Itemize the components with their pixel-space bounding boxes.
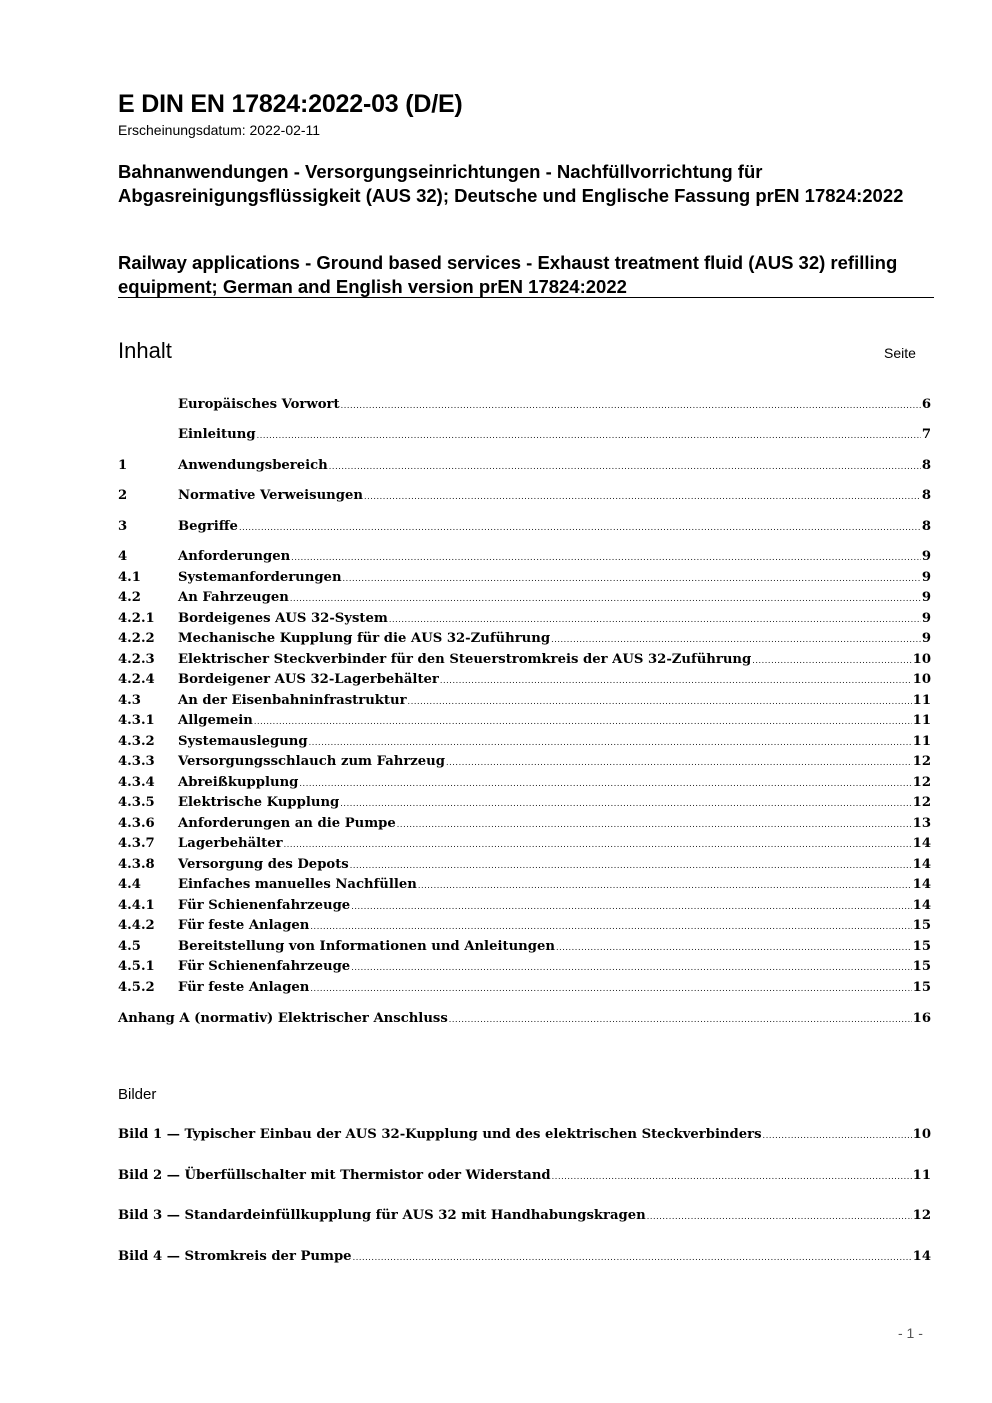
- toc-entry-number: 4.4.2: [118, 918, 155, 933]
- toc-dot-leader: [310, 917, 911, 937]
- toc-entry-page: 15: [912, 918, 931, 933]
- figures-heading: Bilder: [118, 1086, 157, 1103]
- toc-entry[interactable]: [118, 395, 931, 415]
- toc-dot-leader: [351, 897, 911, 917]
- toc-entry-page: 12: [912, 795, 931, 810]
- toc-entry-title: Anforderungen an die Pumpe: [178, 816, 396, 831]
- toc-entry-title: Anhang A (normativ) Elektrischer Anschluss: [118, 1011, 448, 1026]
- toc-dot-leader: [353, 1248, 912, 1268]
- toc-heading: Inhalt: [118, 338, 172, 363]
- toc-entry-number: 4.5.2: [118, 980, 155, 995]
- toc-dot-leader: [752, 651, 911, 671]
- toc-entry-page: 15: [912, 980, 931, 995]
- toc-dot-leader: [449, 1010, 912, 1030]
- toc-dot-leader: [290, 589, 921, 609]
- toc-entry[interactable]: [118, 650, 931, 670]
- toc-dot-leader: [408, 692, 912, 712]
- toc-dot-leader: [552, 1167, 912, 1187]
- toc-entry[interactable]: [118, 773, 931, 793]
- toc-entry-page: 12: [912, 754, 931, 769]
- toc-page-label: Seite: [884, 345, 916, 361]
- toc-entry-title: Einleitung: [178, 427, 256, 442]
- toc-entry-number: 4.2.1: [118, 611, 155, 626]
- toc-entry-page: 14: [912, 877, 931, 892]
- toc-entry[interactable]: [118, 814, 931, 834]
- toc-entry[interactable]: [118, 609, 931, 629]
- toc-entry-title: Einfaches manuelles Nachfüllen: [178, 877, 417, 892]
- toc-dot-leader: [647, 1207, 912, 1227]
- toc-entry-title: Begriffe: [178, 519, 238, 534]
- toc-entry-title: Systemanforderungen: [178, 570, 342, 585]
- toc-entry-number: 4.2.4: [118, 672, 155, 687]
- toc-entry-number: 4.2: [118, 590, 141, 605]
- toc-dot-leader: [257, 426, 921, 446]
- toc-entry-title: Mechanische Kupplung für die AUS 32-Zuführung: [178, 631, 551, 646]
- toc-entry-title: Anwendungsbereich: [178, 458, 328, 473]
- toc-entry-page: 11: [912, 734, 931, 749]
- toc-dot-leader: [551, 630, 921, 650]
- title-divider: [118, 297, 934, 298]
- toc-entry-title: Abreißkupplung: [178, 775, 299, 790]
- toc-entry-page: 15: [912, 959, 931, 974]
- toc-entry[interactable]: [118, 752, 931, 772]
- toc-entry-number: 4.3.4: [118, 775, 155, 790]
- page-number: - 1 -: [898, 1325, 923, 1341]
- toc-entry[interactable]: [118, 834, 931, 854]
- toc-dot-leader: [239, 518, 921, 538]
- title-english: Railway applications - Ground based services - Exhaust treatment fluid (AUS 32) refilling equipment; German and English version prEN 17824:2022: [118, 252, 898, 297]
- toc-entry-title: Für feste Anlagen: [178, 980, 310, 995]
- toc-dot-leader: [291, 548, 921, 568]
- toc-dot-leader: [418, 876, 912, 896]
- figure-entry[interactable]: [118, 1125, 931, 1145]
- toc-entry[interactable]: [118, 425, 931, 445]
- toc-entry[interactable]: [118, 456, 931, 476]
- toc-entry-title: Bordeigener AUS 32-Lagerbehälter: [178, 672, 439, 687]
- toc-entry-page: 11: [912, 713, 931, 728]
- toc-entry[interactable]: [118, 588, 931, 608]
- document-id: E DIN EN 17824:2022-03 (D/E): [118, 90, 463, 118]
- toc-dot-leader: [284, 835, 912, 855]
- toc-entry-page: 6: [921, 397, 931, 412]
- toc-entry-page: 9: [921, 611, 931, 626]
- toc-entry-title: Anforderungen: [178, 549, 291, 564]
- toc-entry[interactable]: [118, 547, 931, 567]
- toc-entry[interactable]: [118, 957, 931, 977]
- toc-entry-number: 1: [118, 458, 128, 473]
- toc-entry-page: 9: [921, 631, 931, 646]
- toc-entry-page: 8: [921, 458, 931, 473]
- toc-dot-leader: [389, 610, 921, 630]
- toc-dot-leader: [329, 457, 921, 477]
- toc-entry-number: 4.5: [118, 939, 141, 954]
- toc-entry-title: Lagerbehälter: [178, 836, 283, 851]
- toc-entry-number: 4.1: [118, 570, 141, 585]
- toc-entry[interactable]: [118, 978, 931, 998]
- toc-entry-number: 4.2.3: [118, 652, 155, 667]
- toc-dot-leader: [341, 396, 921, 416]
- toc-entry[interactable]: [118, 916, 931, 936]
- toc-entry-number: 4.3.7: [118, 836, 155, 851]
- title-german: Bahnanwendungen - Versorgungseinrichtungen - Nachfüllvorrichtung für Abgasreinigungsflüssigkeit (AUS 32); Deutsche und Englische Fassung prEN 17824:2022: [118, 161, 904, 206]
- toc-entry[interactable]: [118, 711, 931, 731]
- toc-entry-page: 15: [912, 939, 931, 954]
- toc-entry-title: An Fahrzeugen: [178, 590, 289, 605]
- toc-entry-number: 4.2.2: [118, 631, 155, 646]
- toc-entry[interactable]: [118, 517, 931, 537]
- toc-entry-page: 13: [912, 816, 931, 831]
- toc-entry-page: 14: [912, 836, 931, 851]
- toc-entry[interactable]: [118, 855, 931, 875]
- toc-entry-title: Systemauslegung: [178, 734, 308, 749]
- toc-entry-title: Europäisches Vorwort: [178, 397, 340, 412]
- toc-entry-title: Für Schienenfahrzeuge: [178, 959, 351, 974]
- toc-dot-leader: [364, 487, 921, 507]
- toc-entry-number: 4.3.8: [118, 857, 155, 872]
- toc-dot-leader: [340, 794, 911, 814]
- figure-entry-page: 12: [912, 1208, 931, 1223]
- toc-dot-leader: [310, 979, 911, 999]
- toc-entry-page: 14: [912, 898, 931, 913]
- toc-entry-page: 9: [921, 570, 931, 585]
- toc-entry-page: 14: [912, 857, 931, 872]
- toc-entry-page: 8: [921, 488, 931, 503]
- figure-entry-page: 10: [912, 1127, 931, 1142]
- toc-entry-title: Allgemein: [178, 713, 253, 728]
- toc-entry[interactable]: [118, 691, 931, 711]
- toc-entry-title: An der Eisenbahninfrastruktur: [178, 693, 407, 708]
- toc-entry-number: 4: [118, 549, 128, 564]
- toc-entry-number: 4.3.1: [118, 713, 155, 728]
- toc-entry[interactable]: [118, 896, 931, 916]
- toc-dot-leader: [446, 753, 912, 773]
- toc-dot-leader: [763, 1126, 912, 1146]
- toc-entry-number: 4.3: [118, 693, 141, 708]
- figure-entry[interactable]: [118, 1166, 931, 1186]
- toc-entry-number: 4.4.1: [118, 898, 155, 913]
- toc-entry[interactable]: [118, 568, 931, 588]
- figure-entry[interactable]: [118, 1247, 931, 1267]
- toc-dot-leader: [556, 938, 912, 958]
- toc-dot-leader: [440, 671, 912, 691]
- toc-entry-title: Für feste Anlagen: [178, 918, 310, 933]
- toc-entry-number: 4.3.3: [118, 754, 155, 769]
- figure-entry[interactable]: [118, 1206, 931, 1226]
- toc-entry[interactable]: [118, 486, 931, 506]
- toc-entry-title: Bordeigenes AUS 32-System: [178, 611, 388, 626]
- toc-entry-number: 4.4: [118, 877, 141, 892]
- figure-entry-page: 14: [912, 1249, 931, 1264]
- toc-dot-leader: [351, 958, 911, 978]
- toc-entry-number: 4.3.5: [118, 795, 155, 810]
- figure-entry-title: Bild 2 — Überfüllschalter mit Thermistor oder Widerstand: [118, 1168, 551, 1183]
- toc-entry-number: 2: [118, 488, 128, 503]
- publication-date: Erscheinungsdatum: 2022-02-11: [118, 122, 321, 138]
- toc-entry-title: Bereitstellung von Informationen und Anleitungen: [178, 939, 555, 954]
- toc-entry-number: 3: [118, 519, 128, 534]
- figure-entry-title: Bild 3 — Standardeinfüllkupplung für AUS 32 mit Handhabungskragen: [118, 1208, 646, 1223]
- toc-entry-page: 9: [921, 549, 931, 564]
- figure-entry-title: Bild 4 — Stromkreis der Pumpe: [118, 1249, 352, 1264]
- toc-entry-page: 8: [921, 519, 931, 534]
- toc-dot-leader: [309, 733, 912, 753]
- toc-entry-title: Elektrische Kupplung: [178, 795, 340, 810]
- toc-entry-page: 16: [912, 1011, 931, 1026]
- toc-entry-title: Normative Verweisungen: [178, 488, 363, 503]
- toc-dot-leader: [397, 815, 912, 835]
- toc-entry-page: 9: [921, 590, 931, 605]
- toc-dot-leader: [254, 712, 912, 732]
- toc-entry-page: 10: [912, 672, 931, 687]
- toc-entry-title: Versorgungsschlauch zum Fahrzeug: [178, 754, 445, 769]
- toc-entry-number: 4.3.2: [118, 734, 155, 749]
- toc-dot-leader: [299, 774, 911, 794]
- toc-entry-title: Versorgung des Depots: [178, 857, 349, 872]
- toc-entry-page: 12: [912, 775, 931, 790]
- toc-dot-leader: [350, 856, 912, 876]
- toc-entry-title: Für Schienenfahrzeuge: [178, 898, 351, 913]
- toc-entry[interactable]: [118, 875, 931, 895]
- toc-dot-leader: [343, 569, 921, 589]
- figure-entry-title: Bild 1 — Typischer Einbau der AUS 32-Kupplung und des elektrischen Steckverbinders: [118, 1127, 762, 1142]
- toc-entry[interactable]: [118, 937, 931, 957]
- toc-entry-number: 4.3.6: [118, 816, 155, 831]
- toc-entry-page: 7: [921, 427, 931, 442]
- toc-entry-title: Elektrischer Steckverbinder für den Steuerstromkreis der AUS 32-Zuführung: [178, 652, 752, 667]
- toc-entry[interactable]: [118, 732, 931, 752]
- toc-entry-page: 11: [912, 693, 931, 708]
- toc-entry[interactable]: [118, 1009, 931, 1029]
- toc-entry[interactable]: [118, 793, 931, 813]
- toc-entry-page: 10: [912, 652, 931, 667]
- toc-entry-number: 4.5.1: [118, 959, 155, 974]
- toc-entry[interactable]: [118, 670, 931, 690]
- toc-entry[interactable]: [118, 629, 931, 649]
- figure-entry-page: 11: [912, 1168, 931, 1183]
